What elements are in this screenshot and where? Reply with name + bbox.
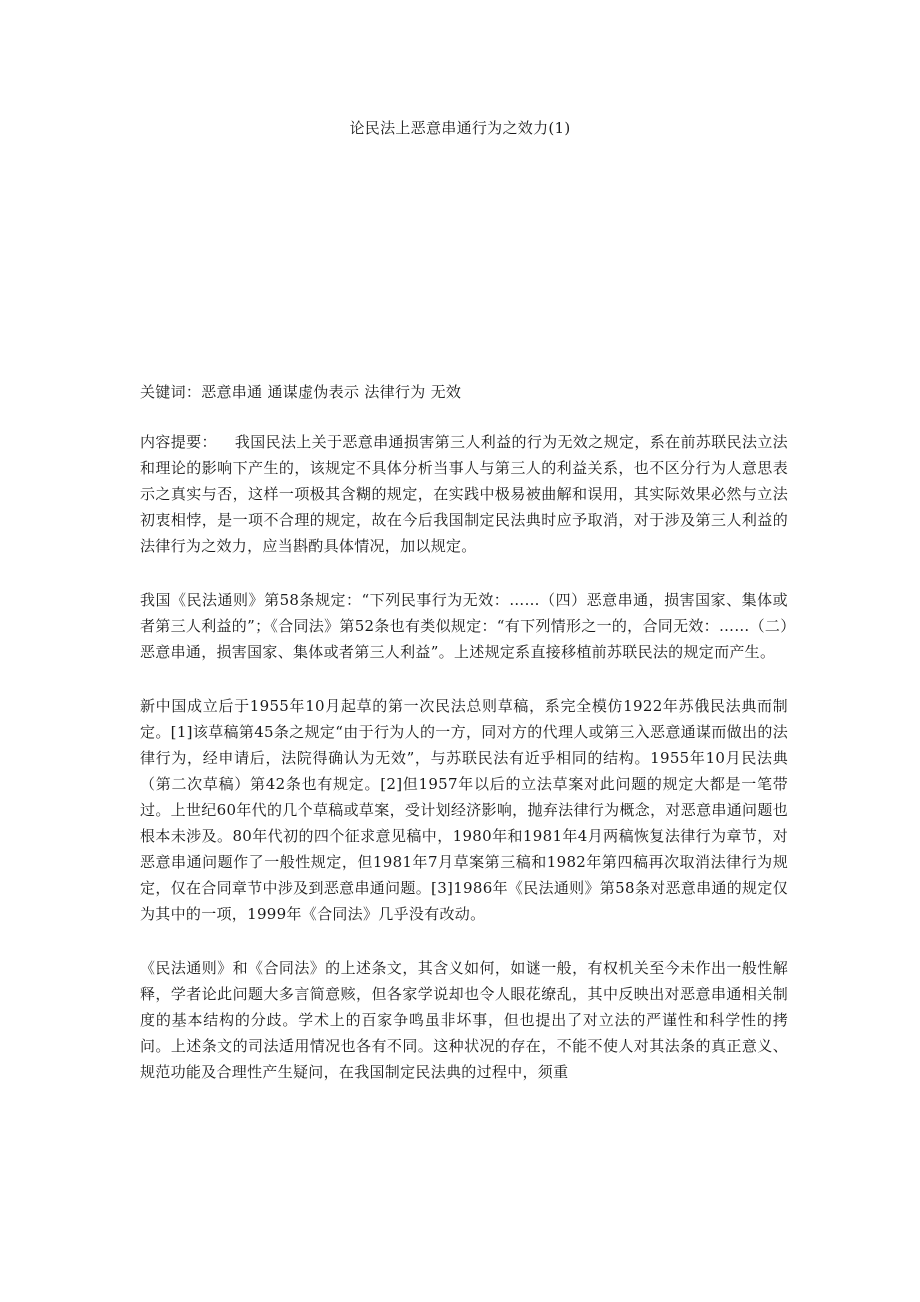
document-body [140,379,788,1113]
keywords-line: 关键词：恶意串通 通谋虚伪表示 法律行为 无效 [140,383,462,401]
abstract-text: 我国民法上关于恶意串通损害第三人利益的行为无效之规定，系在前苏联民法立法和理论的影响下产生的，该规定不具体分析当事人与第三人的利益关系，也不区分行为人意思表示之真实与否，这样一项极其含糊的规定，在实践中极易被曲解和误用，其实际效果必然与立法初衷相悖，是一项不合理的规定，故在今后我国制定民法典时应予取消，对于涉及第三人利益的法律行为之效力，应当斟酌具体情况，加以规定。 [140,433,788,555]
body-paragraph-3: 《民法通则》和《合同法》的上述条文，其含义如何，如谜一般，有权机关至今未作出一般性解释，学者论此问题大多言简意赅，但各家学说却也令人眼花缭乱，其中反映出对恶意串通相关制度的基本结构的分歧。学术上的百家争鸣虽非坏事，但也提出了对立法的严谨性和科学性的拷问。上述条文的司法适用情况也各有不同。这种状况的存在，不能不使人对其法条的真正意义、规范功能及合理性产生疑问，在我国制定民法典的过程中，须重 [140,959,788,1081]
document-title: 论民法上恶意串通行为之效力(1) [349,119,571,137]
body-paragraph-1: 我国《民法通则》第58条规定：“下列民事行为无效：……（四）恶意串通，损害国家、集体或者第三人利益的”；《合同法》第52条也有类似规定：“有下列情形之一的，合同无效：……（二）恶意串通，损害国家、集体或者第三人利益”。上述规定系直接移植前苏联民法的规定而产生。 [140,591,788,661]
abstract-label: 内容提要： [140,433,217,451]
body-paragraph-2: 新中国成立后于1955年10月起草的第一次民法总则草稿，系完全模仿1922年苏俄民法典而制定。[1]该草稿第45条之规定“由于行为人的一方，同对方的代理人或第三入恶意通谋而做出的法律行为，经申请后，法院得确认为无效”，与苏联民法有近乎相同的结构。1955年10月民法典（第二次草稿）第42条也有规定。[2]但1957年以后的立法草案对此问题的规定大都是一笔带过。上世纪60年代的几个草稿或草案，受计划经济影响，抛弃法律行为概念，对恶意串通问题也根本未涉及。80年代初的四个征求意见稿中，1980年和1981年4月两稿恢复法律行为章节，对恶意串通问题作了一般性规定，但1981年7月草案第三稿和1982年第四稿再次取消法律行为规定，仅在合同章节中涉及到恶意串通问题。[3]1986年《民法通则》第58条对恶意串通的规定仅为其中的一项，1999年《合同法》几乎没有改动。 [140,697,788,923]
abstract-paragraph [140,429,788,559]
